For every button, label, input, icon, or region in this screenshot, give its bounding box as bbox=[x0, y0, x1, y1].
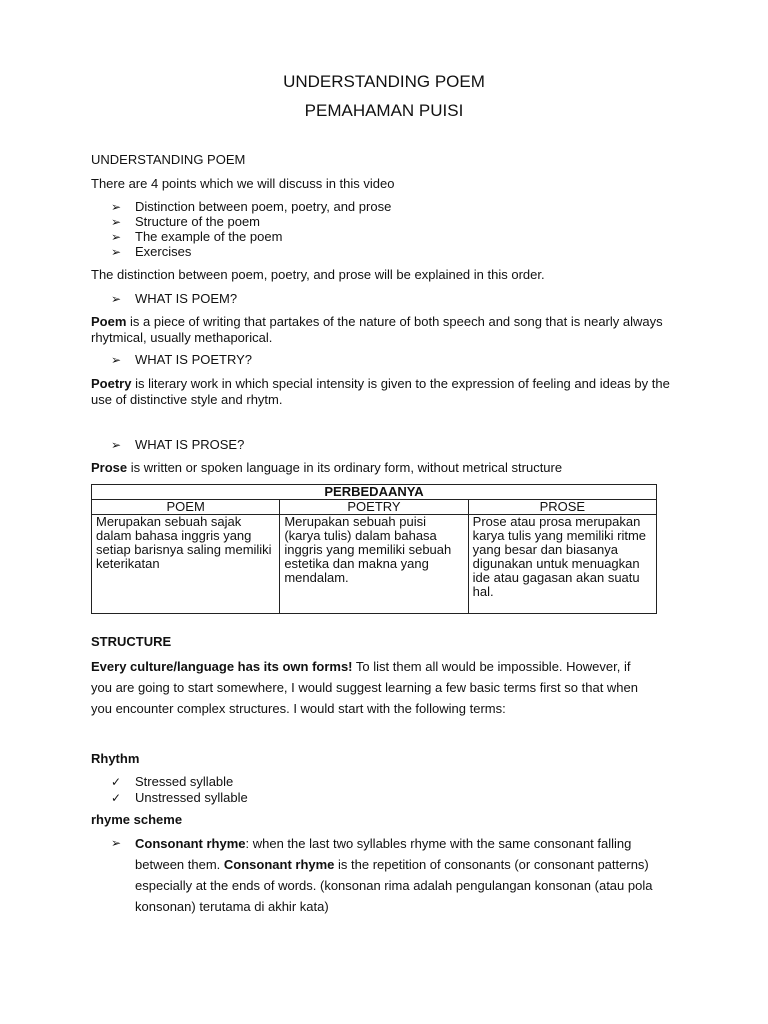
list-item: ➢ Exercises bbox=[111, 244, 192, 259]
list-item: ✓ Unstressed syllable bbox=[111, 790, 248, 805]
document-subtitle: PEMAHAMAN PUISI bbox=[304, 101, 464, 120]
arrow-bullet-icon: ➢ bbox=[111, 292, 122, 306]
list-item: ➢ Structure of the poem bbox=[111, 214, 261, 229]
question-prose: ➢ WHAT IS PROSE? bbox=[111, 437, 245, 452]
rhyme-scheme-heading: rhyme scheme bbox=[91, 812, 183, 827]
document-title: UNDERSTANDING POEM bbox=[283, 72, 485, 91]
table-heading: PERBEDAANYA bbox=[92, 485, 657, 500]
rhythm-heading: Rhythm bbox=[91, 751, 140, 766]
prose-definition: Prose is written or spoken language in its ordinary form, without metrical structure bbox=[91, 460, 563, 475]
table-cell-prose: Prose atau prosa merupakan karya tulis yang memiliki ritme yang besar dan biasanya digunakan untuk menuagkan ide atau gagasan akan suatu hal. bbox=[468, 515, 656, 614]
structure-paragraph: Every culture/language has its own forms! To list them all would be impossible. However, if you are going to start somewhere, I would suggest learning a few basic terms first so that when you encounter complex structures. I would start with the following terms: bbox=[91, 659, 638, 716]
section-heading: UNDERSTANDING POEM bbox=[91, 152, 246, 167]
column-header-poem: POEM bbox=[92, 500, 280, 515]
comparison-table bbox=[91, 484, 657, 614]
arrow-bullet-icon: ➢ bbox=[111, 200, 122, 214]
arrow-bullet-icon: ➢ bbox=[111, 245, 122, 259]
intro-text: There are 4 points which we will discuss in this video bbox=[91, 176, 395, 191]
table-cell-poetry: Merupakan sebuah puisi (karya tulis) dalam bahasa inggris yang memiliki sebuah estetika dan makna yang mendalam. bbox=[280, 515, 468, 614]
question-poetry: ➢ WHAT IS POETRY? bbox=[111, 352, 253, 367]
arrow-bullet-icon: ➢ bbox=[111, 836, 122, 850]
checkmark-icon: ✓ bbox=[111, 791, 122, 805]
structure-heading: STRUCTURE bbox=[91, 634, 172, 649]
arrow-bullet-icon: ➢ bbox=[111, 353, 122, 367]
list-item: ✓ Stressed syllable bbox=[111, 774, 234, 789]
consonant-rhyme-item: ➢ Consonant rhyme: when the last two syllables rhyme with the same consonant falling between them. Consonant rhyme is the repetition of consonants (or consonant patterns) especially at the ends of words. (konsonan rima adalah pengulangan konsonan (atau pola konsonan) terutama di akhir kata) bbox=[135, 833, 675, 917]
poem-definition: Poem is a piece of writing that partakes of the nature of both speech and song that is nearly always rhytmical, usually methaporical. bbox=[91, 314, 663, 345]
poetry-definition: Poetry is literary work in which special intensity is given to the expression of feeling and ideas by the use of distinctive style and rhytm. bbox=[91, 376, 670, 407]
column-header-prose: PROSE bbox=[468, 500, 656, 515]
list-item: ➢ The example of the poem bbox=[111, 229, 283, 244]
arrow-bullet-icon: ➢ bbox=[111, 438, 122, 452]
arrow-bullet-icon: ➢ bbox=[111, 215, 122, 229]
order-text: The distinction between poem, poetry, and prose will be explained in this order. bbox=[91, 267, 545, 282]
column-header-poetry: POETRY bbox=[280, 500, 468, 515]
arrow-bullet-icon: ➢ bbox=[111, 230, 122, 244]
table-row bbox=[92, 515, 657, 614]
table-cell-poem: Merupakan sebuah sajak dalam bahasa inggris yang setiap barisnya saling memiliki keterikatan bbox=[92, 515, 280, 614]
list-item: ➢ Distinction between poem, poetry, and prose bbox=[111, 199, 392, 214]
checkmark-icon: ✓ bbox=[111, 775, 122, 789]
question-poem: ➢ WHAT IS POEM? bbox=[111, 291, 238, 306]
